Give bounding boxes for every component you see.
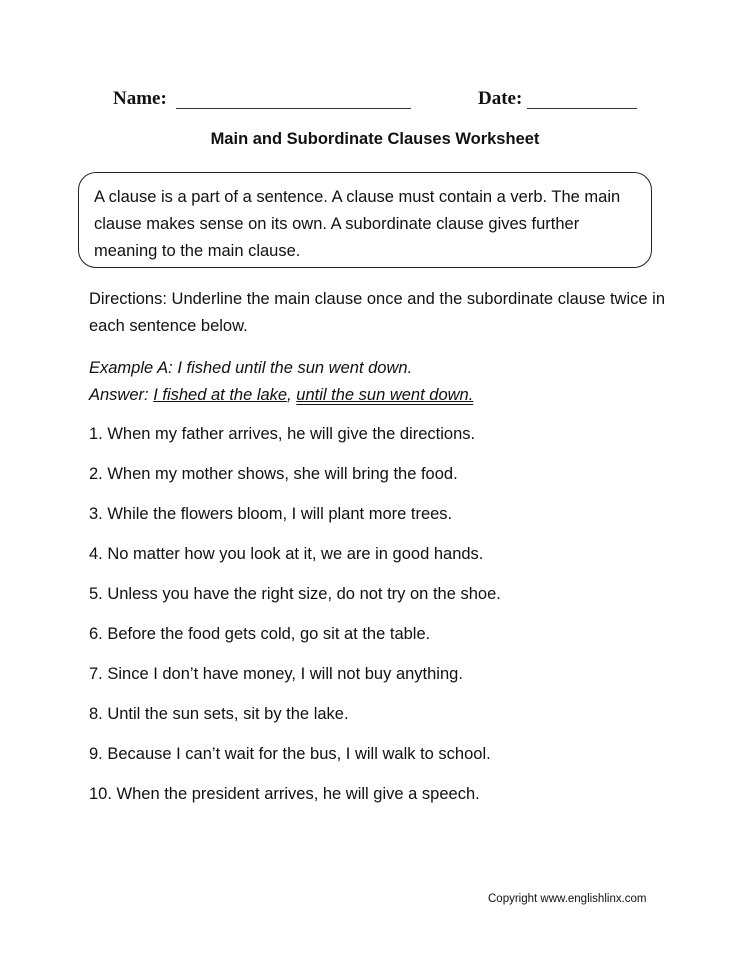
question-item: 10. When the president arrives, he will give a speech. [89,785,480,803]
directions-text: Directions: Underline the main clause once and the subordinate clause twice in each sentence below. [89,290,665,335]
question-item: 7. Since I don’t have money, I will not buy anything. [89,665,463,683]
date-label: Date: [478,88,523,109]
question-item: 5. Unless you have the right size, do not try on the shoe. [89,585,501,603]
question-list [89,422,709,822]
definition-text: A clause is a part of a sentence. A clause must contain a verb. The main clause makes sense on its own. A subordinate clause gives further meaning to the main clause. [94,188,621,260]
question-item: 3. While the flowers bloom, I will plant more trees. [89,505,453,523]
question-item: 1. When my father arrives, he will give the directions. [89,425,476,443]
copyright-notice: Copyright www.englishlinx.com [488,893,647,905]
date-blank-line [527,108,637,109]
definition-box [78,172,652,268]
question-item: 9. Because I can’t wait for the bus, I will walk to school. [89,745,491,763]
answer-label: Answer: [89,386,154,404]
header-row [113,88,643,114]
name-label: Name: [113,88,167,109]
answer-subordinate-clause: until the sun went down. [296,386,474,404]
example-sentence: Example A: I fished until the sun went down. [89,359,413,377]
question-item: 4. No matter how you look at it, we are in good hands. [89,545,484,563]
worksheet-title: Main and Subordinate Clauses Worksheet [210,130,540,148]
answer-main-clause: I fished at the lake [153,386,288,404]
example-answer [89,382,689,409]
question-item: 6. Before the food gets cold, go sit at the table. [89,625,431,643]
answer-separator: , [287,386,297,404]
name-blank-line [176,108,411,109]
question-item: 8. Until the sun sets, sit by the lake. [89,705,349,723]
question-item: 2. When my mother shows, she will bring the food. [89,465,458,483]
example-block [89,355,689,409]
